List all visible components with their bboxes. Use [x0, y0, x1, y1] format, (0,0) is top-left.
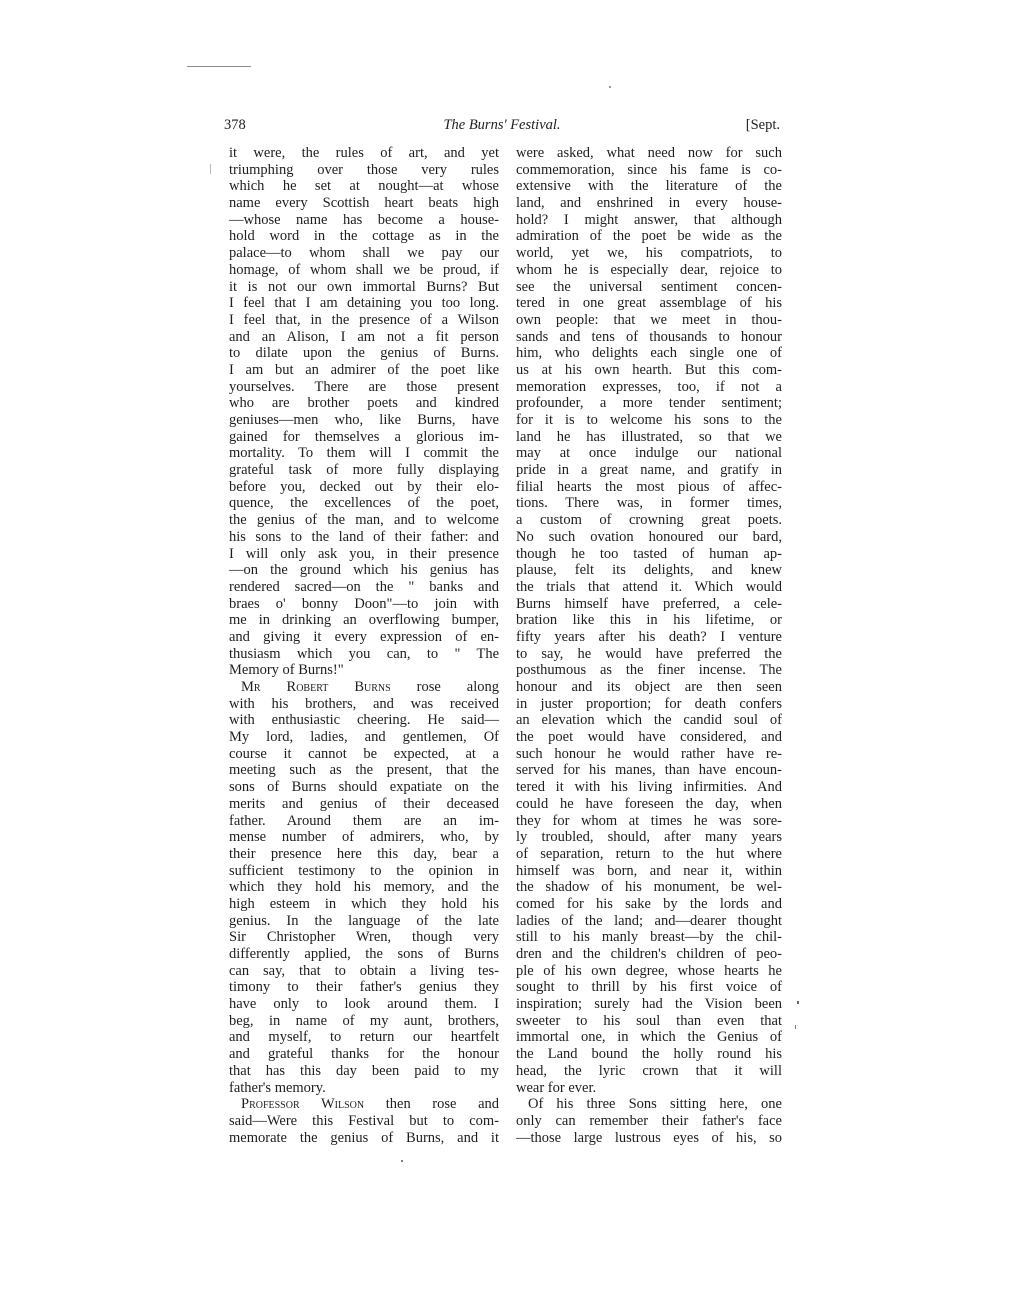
text-line: I feel that, in the presence of a Wilson: [229, 311, 499, 328]
text-line: may at once indulge our national: [516, 445, 782, 462]
text-line: and giving it every expression of en-: [229, 628, 499, 645]
text-line: comed for his sake by the lords and: [516, 895, 782, 912]
text-line: I feel that I am detaining you too long.: [229, 295, 499, 312]
speaker-line-rest: then rose and: [385, 1096, 500, 1113]
scan-mark: [210, 164, 211, 174]
speaker-line-rest: rose along: [416, 679, 500, 695]
text-line: the poet would have considered, and: [516, 729, 782, 746]
text-line: father. Around them are an im-: [229, 812, 499, 829]
text-line: sons of Burns should expatiate on the: [229, 779, 499, 796]
text-line: with his brothers, and was received: [229, 695, 499, 712]
text-line: with enthusiastic cheering. He said—: [229, 712, 499, 729]
text-line: ple of his own degree, whose hearts he: [516, 962, 782, 979]
text-line: the trials that attend it. Which would: [516, 578, 782, 595]
text-line: before you, decked out by their elo-: [229, 478, 499, 495]
text-line: posthumous as the finer incense. The: [516, 662, 782, 679]
page-number: 378: [224, 117, 246, 133]
text-line: bration like this in his lifetime, or: [516, 612, 782, 629]
text-line: which they hold his memory, and the: [229, 879, 499, 896]
text-line: can say, that to obtain a living tes-: [229, 962, 499, 979]
text-line: served for his manes, than have encoun-: [516, 762, 782, 779]
text-line: Sir Christopher Wren, though very: [229, 929, 499, 946]
text-line: which he set at nought—at whose: [229, 178, 499, 195]
text-line: geniuses—men who, like Burns, have: [229, 412, 499, 428]
text-line: ly troubled, should, after many years: [516, 829, 782, 846]
text-line: pride in a great name, and gratify in: [516, 462, 782, 479]
text-line: tions. There was, in former times,: [516, 495, 782, 512]
text-line: sufficient testimony to the opinion in: [229, 862, 499, 879]
text-line: quence, the excellences of the poet,: [229, 495, 499, 512]
text-line: own people: that we meet in thou-: [516, 311, 782, 328]
running-month: [Sept.: [745, 117, 780, 133]
text-line: whom he is especially dear, rejoice to: [516, 261, 782, 278]
text-line: who are brother poets and kindred: [229, 395, 499, 412]
text-line: homage, of whom shall we be proud, if: [229, 261, 499, 278]
text-line: name every Scottish heart beats high: [229, 195, 499, 212]
page-header: [224, 117, 780, 139]
text-line: I will only ask you, in their presence: [229, 545, 499, 562]
scan-speck: [609, 86, 611, 88]
text-line: and grateful thanks for the honour: [229, 1046, 499, 1063]
text-line: differently applied, the sons of Burns: [229, 946, 499, 962]
text-line: could he have foreseen the day, when: [516, 795, 782, 812]
text-line: I am but an admirer of the poet like: [229, 361, 499, 378]
text-line: filial hearts the most pious of affec-: [516, 478, 782, 495]
text-line: himself was born, and near it, within: [516, 862, 782, 879]
text-line: father's memory.: [229, 1079, 326, 1096]
text-line: yourselves. There are those present: [229, 378, 499, 395]
text-line: honour and its object are then seen: [516, 679, 782, 695]
text-line: fifty years after his death? I venture: [516, 628, 782, 645]
text-line: braes o' bonny Doon"—to join with: [229, 595, 499, 612]
text-line: Of his three Sons sitting here, one: [528, 1096, 782, 1113]
text-line: Memory of Burns!": [229, 662, 344, 679]
text-line: plause, felt its delights, and knew: [516, 562, 782, 579]
text-line: rendered sacred—on the " banks and: [229, 578, 499, 595]
text-line: an elevation which the candid soul of: [516, 712, 782, 729]
text-line: us at his own hearth. But this com-: [516, 361, 782, 378]
text-line: memorate the genius of Burns, and it: [229, 1129, 499, 1146]
speaker-name: Professor Wilson: [241, 1096, 365, 1113]
text-line: —on the ground which his genius has: [229, 562, 499, 579]
text-line: mortality. To them will I commit the: [229, 445, 499, 462]
scan-speck: [797, 1001, 799, 1004]
text-line: mense number of admirers, who, by: [229, 829, 499, 846]
text-line: though he too tasted of human ap-: [516, 545, 782, 562]
text-line: wear for ever.: [516, 1079, 597, 1096]
text-line: sands and tens of thousands to honour: [516, 328, 782, 345]
text-line: and an Alison, I am not a fit person: [229, 328, 499, 345]
speaker-name: Mr Robert Burns: [241, 679, 391, 695]
text-line: palace—to whom shall we pay our: [229, 245, 499, 262]
text-line: such honour he would rather have re-: [516, 745, 782, 762]
scan-speck: [795, 1025, 796, 1029]
text-line: for it is to welcome his sons to the: [516, 412, 782, 428]
text-line: land he has illustrated, so that we: [516, 428, 782, 445]
text-line: high esteem in which they hold his: [229, 895, 499, 912]
text-line: timony to their father's genius they: [229, 979, 499, 996]
text-line: immortal one, in which the Genius of: [516, 1029, 782, 1046]
text-line: a custom of crowning great poets.: [516, 512, 782, 529]
text-line: world, yet we, his compatriots, to: [516, 245, 782, 262]
text-line: the genius of the man, and to welcome: [229, 512, 499, 529]
text-line: the shadow of his monument, be wel-: [516, 879, 782, 896]
text-line: beg, in name of my aunt, brothers,: [229, 1012, 499, 1029]
scan-mark: [187, 66, 251, 67]
text-line: of separation, return to the hut where: [516, 845, 782, 862]
text-line: thusiasm which you can, to " The: [229, 645, 499, 662]
text-line: tered it with his living infirmities. And: [516, 779, 782, 796]
text-line: No such ovation honoured our bard,: [516, 528, 782, 545]
text-line: see the universal sentiment concen-: [516, 278, 782, 295]
text-line: me in drinking an overflowing bumper,: [229, 612, 499, 629]
paragraph-first-line: [229, 1096, 499, 1113]
text-line: My lord, ladies, and gentlemen, Of: [229, 729, 499, 746]
text-line: have only to look around them. I: [229, 996, 499, 1013]
text-line: dren and the children's children of peo-: [516, 946, 782, 962]
text-line: —those large lustrous eyes of his, so: [516, 1129, 782, 1146]
text-line: —whose name has become a house-: [229, 211, 499, 228]
text-line: hold? I might answer, that although: [516, 211, 782, 228]
text-line: hold word in the cottage as in the: [229, 228, 499, 245]
text-line: triumphing over those very rules: [229, 161, 499, 178]
text-line: admiration of the poet be wide as the: [516, 228, 782, 245]
text-line: that has this day been paid to my: [229, 1062, 499, 1079]
text-line: memoration expresses, too, if not a: [516, 378, 782, 395]
text-line: sought to thrill by his first voice of: [516, 979, 782, 996]
text-line: in juster proportion; for death confers: [516, 695, 782, 712]
text-line: inspiration; surely had the Vision been: [516, 996, 782, 1013]
text-line: only can remember their father's face: [516, 1112, 782, 1129]
text-line: meeting such as the present, that the: [229, 762, 499, 779]
text-line: extensive with the literature of the: [516, 178, 782, 195]
left-column: [229, 145, 499, 1146]
text-line: Burns himself have preferred, a cele-: [516, 595, 782, 612]
text-line: to dilate upon the genius of Burns.: [229, 345, 499, 362]
text-line: sweeter to his soul than even that: [516, 1012, 782, 1029]
text-line: his sons to the land of their father: and: [229, 528, 499, 545]
text-line: merits and genius of their deceased: [229, 795, 499, 812]
right-column: [516, 145, 782, 1146]
text-line: were asked, what need now for such: [516, 145, 782, 161]
text-line: ladies of the land; and—dearer thought: [516, 912, 782, 929]
text-line: their presence here this day, bear a: [229, 845, 499, 862]
text-line: still to his manly breast—by the chil-: [516, 929, 782, 946]
text-line: gained for themselves a glorious im-: [229, 428, 499, 445]
text-line: course it cannot be expected, at a: [229, 745, 499, 762]
text-line: genius. In the language of the late: [229, 912, 499, 929]
text-line: land, and enshrined in every house-: [516, 195, 782, 212]
text-line: him, who delights each single one of: [516, 345, 782, 362]
text-line: tered in one great assemblage of his: [516, 295, 782, 312]
text-line: to say, he would have preferred the: [516, 645, 782, 662]
text-line: it were, the rules of art, and yet: [229, 145, 499, 161]
text-line: head, the lyric crown that it will: [516, 1062, 782, 1079]
text-line: and myself, to return our heartfelt: [229, 1029, 499, 1046]
text-line: said—Were this Festival but to com-: [229, 1112, 499, 1129]
text-line: it is not our own immortal Burns? But: [229, 278, 499, 295]
text-line: grateful task of more fully displaying: [229, 462, 499, 479]
text-line: commemoration, since his fame is co-: [516, 161, 782, 178]
paragraph-first-line: [229, 679, 499, 696]
running-title: The Burns' Festival.: [443, 117, 561, 133]
scan-speck: [401, 1160, 403, 1162]
text-line: profounder, a more tender sentiment;: [516, 395, 782, 412]
text-line: they for whom at times he was sore-: [516, 812, 782, 829]
text-line: the Land bound the holly round his: [516, 1046, 782, 1063]
